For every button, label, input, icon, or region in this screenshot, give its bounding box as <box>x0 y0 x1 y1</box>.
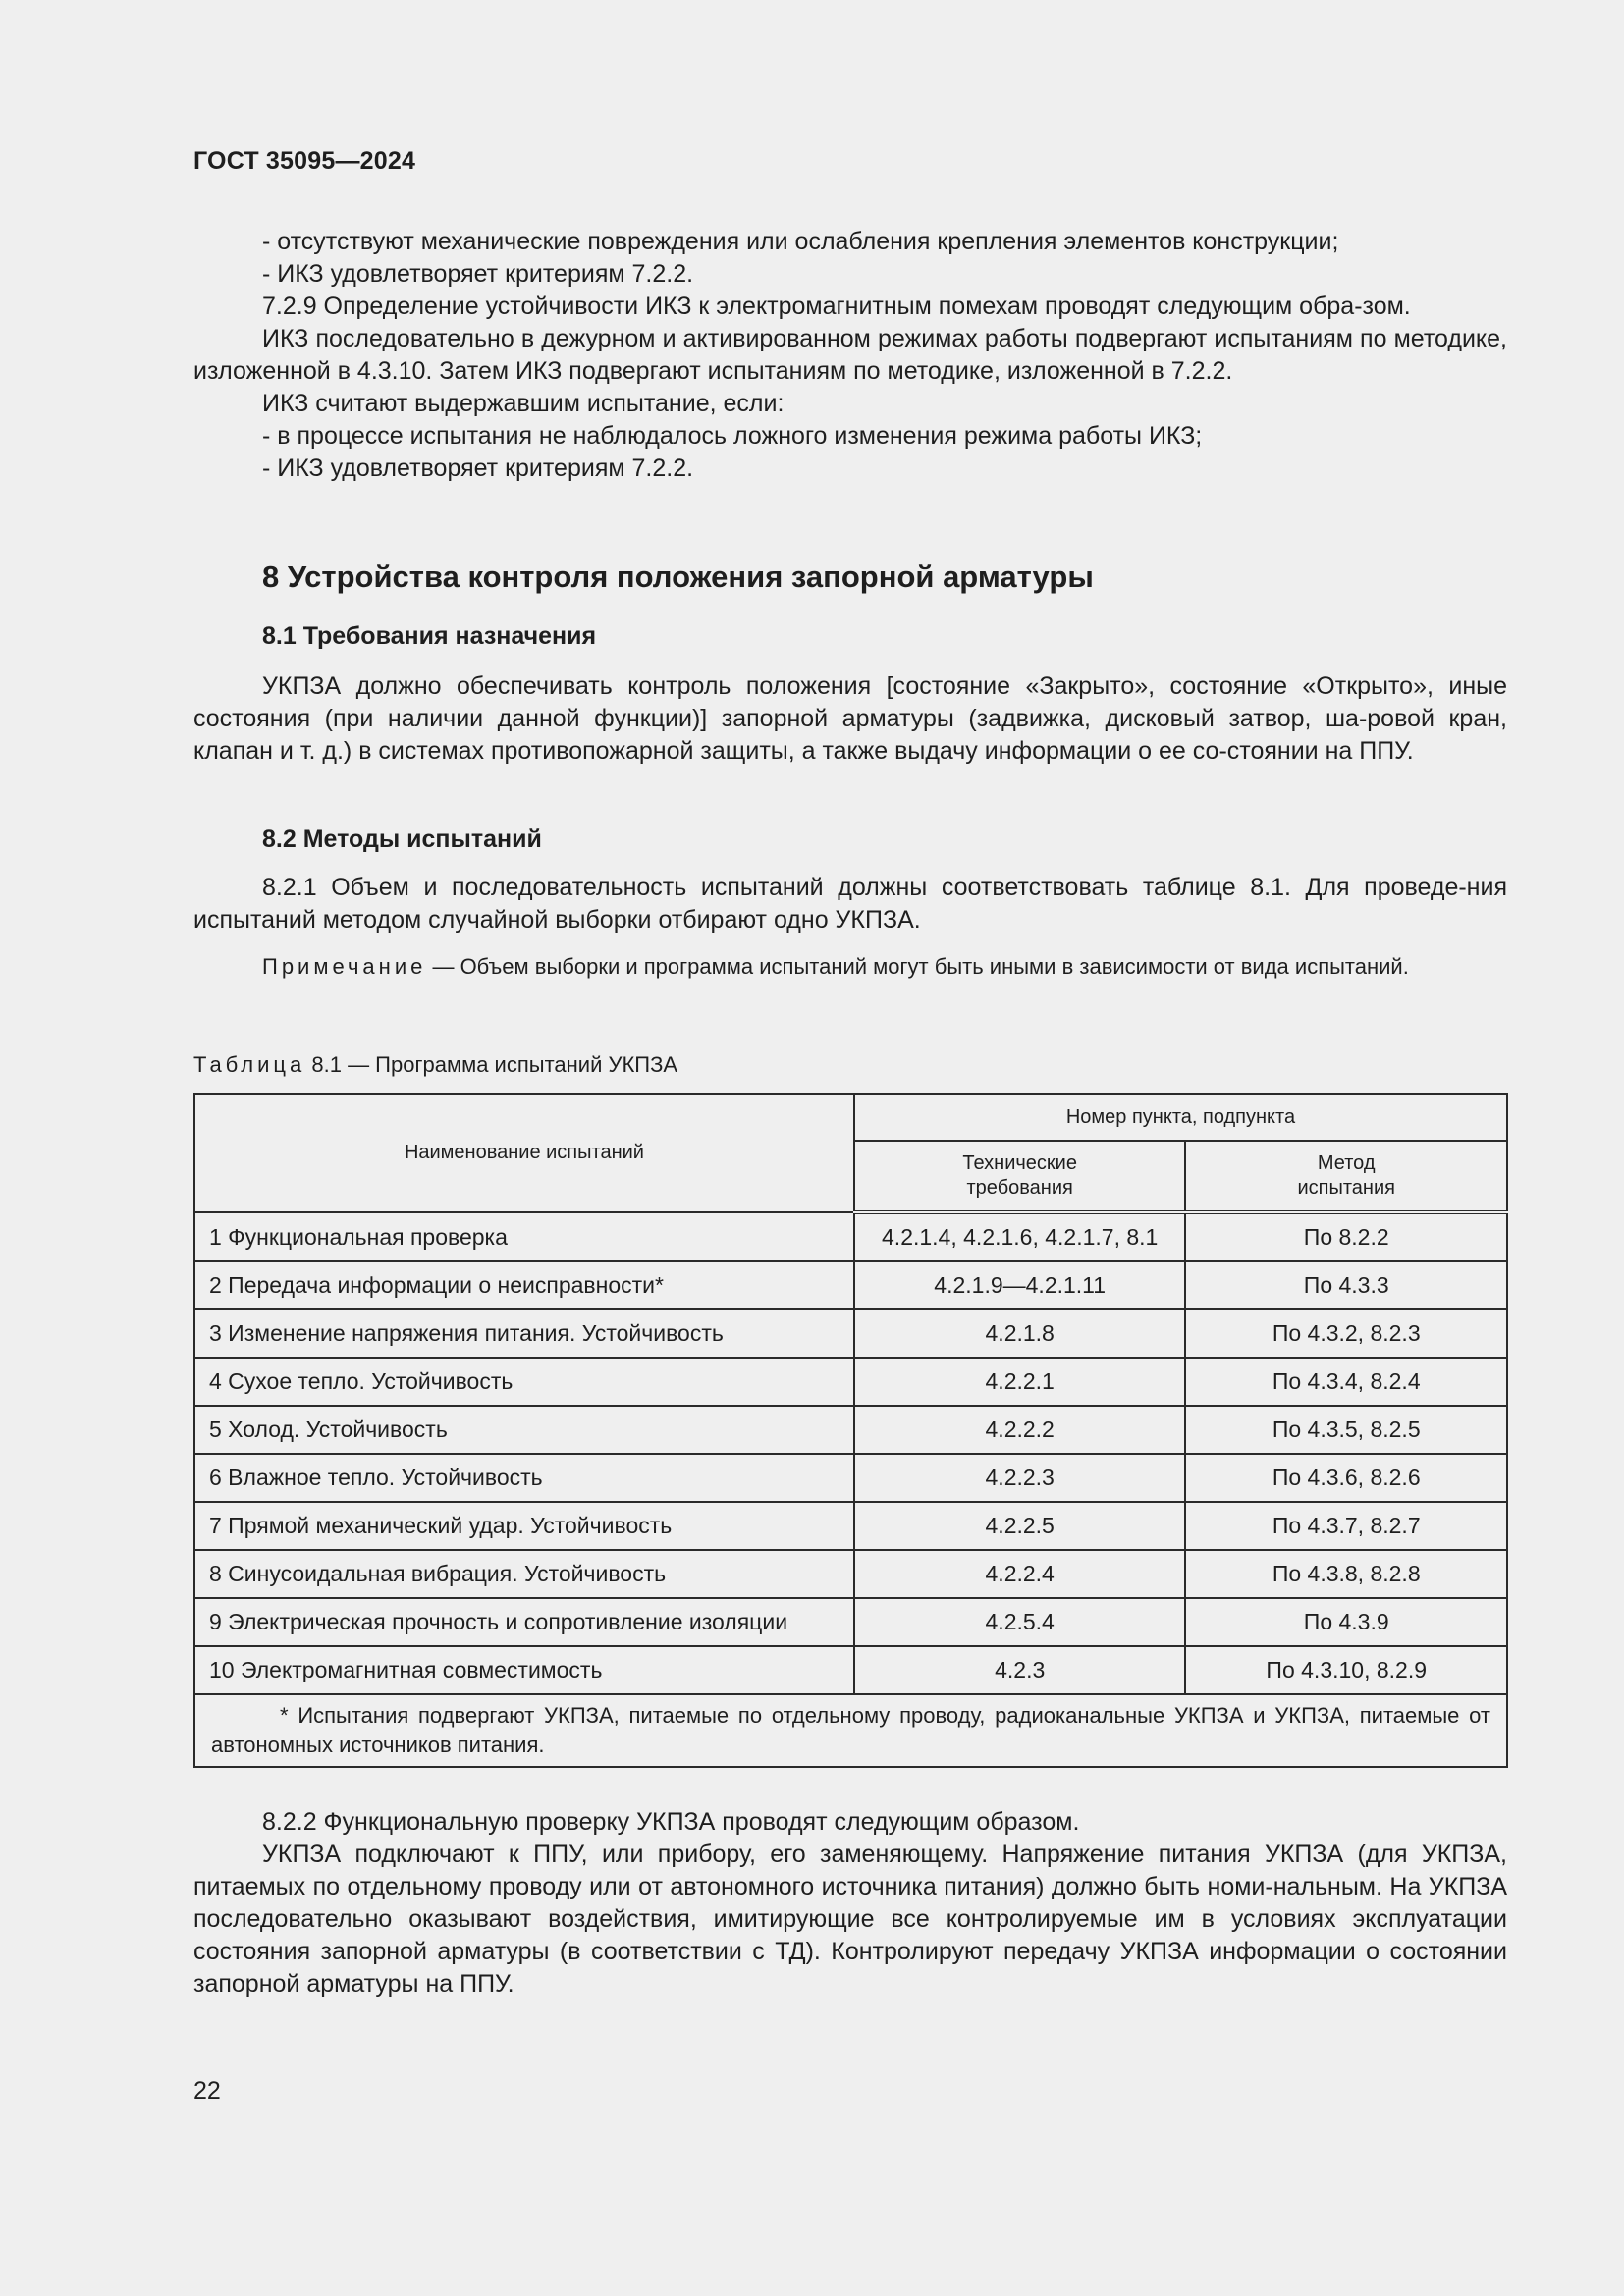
text-block-7-2 <box>193 226 1507 485</box>
cell-requirements: 4.2.5.4 <box>854 1598 1186 1646</box>
table-row <box>194 1406 1507 1454</box>
text-block-8-1 <box>193 670 1507 768</box>
header-clause-group: Номер пункта, подпункта <box>854 1094 1507 1141</box>
table-row <box>194 1502 1507 1550</box>
cell-method: По 4.3.9 <box>1185 1598 1507 1646</box>
table-row <box>194 1261 1507 1309</box>
table-footnote: * Испытания подвергают УКПЗА, питаемые по отдельному проводу, радиоканальные УКПЗА и УКПЗА, питаемые от автономных источников питания. <box>194 1694 1507 1767</box>
cell-requirements: 4.2.2.2 <box>854 1406 1186 1454</box>
cell-requirements: 4.2.2.1 <box>854 1358 1186 1406</box>
paragraph: - отсутствуют механические повреждения или ослабления крепления элементов конструкции; <box>262 228 1339 255</box>
text-block-8-2-2 <box>193 1806 1507 2001</box>
section-8-2-heading: 8.2 Методы испытаний <box>262 826 542 853</box>
cell-requirements: 4.2.2.4 <box>854 1550 1186 1598</box>
table-row <box>194 1550 1507 1598</box>
cell-test-name: 9 Электрическая прочность и сопротивление изоляции <box>194 1598 854 1646</box>
cell-method: По 4.3.7, 8.2.7 <box>1185 1502 1507 1550</box>
table-footnote-row <box>194 1694 1507 1767</box>
cell-requirements: 4.2.3 <box>854 1646 1186 1694</box>
paragraph: 8.2.2 Функциональную проверку УКПЗА проводят следующим образом. <box>262 1808 1080 1836</box>
table-caption-text: 8.1 — Программа испытаний УКПЗА <box>305 1052 678 1077</box>
cell-method: По 4.3.4, 8.2.4 <box>1185 1358 1507 1406</box>
table-row <box>194 1646 1507 1694</box>
header-test-name: Наименование испытаний <box>194 1094 854 1212</box>
page-number: 22 <box>193 2077 221 2105</box>
note <box>193 952 1507 982</box>
paragraph: 7.2.9 Определение устойчивости ИКЗ к электромагнитным помехам проводят следующим обра-зом. <box>262 293 1411 320</box>
cell-method: По 4.3.2, 8.2.3 <box>1185 1309 1507 1358</box>
cell-test-name: 3 Изменение напряжения питания. Устойчивость <box>194 1309 854 1358</box>
paragraph: УКПЗА должно обеспечивать контроль положения [состояние «Закрыто», состояние «Открыто», иные состояния (при наличии данной функции)] запорной арматуры (задвижка, дисковый затвор, ша-ровой кран, клапан и т. д.) в системах противопожарной защиты, а также выдачу информации о ее со-стоянии на ППУ. <box>193 672 1507 765</box>
cell-requirements: 4.2.1.8 <box>854 1309 1186 1358</box>
cell-test-name: 1 Функциональная проверка <box>194 1212 854 1261</box>
cell-method: По 8.2.2 <box>1185 1212 1507 1261</box>
paragraph: УКПЗА подключают к ППУ, или прибору, его заменяющему. Напряжение питания УКПЗА (для УКПЗА, питаемых по отдельному проводу или от автономного источника питания) должно быть номи-нальным. На УКПЗА последовательно оказывают воздействия, имитирующие все контролируемые им в условиях эксплуатации состояния запорной арматуры (в соответствии с ТД). Контролируют передачу УКПЗА информации о состоянии запорной арматуры на ППУ. <box>193 1841 1507 1998</box>
cell-test-name: 10 Электромагнитная совместимость <box>194 1646 854 1694</box>
cell-method: По 4.3.6, 8.2.6 <box>1185 1454 1507 1502</box>
cell-requirements: 4.2.1.4, 4.2.1.6, 4.2.1.7, 8.1 <box>854 1212 1186 1261</box>
note-label: Примечание <box>262 954 427 979</box>
table-row <box>194 1212 1507 1261</box>
cell-requirements: 4.2.1.9—4.2.1.11 <box>854 1261 1186 1309</box>
paragraph: - ИКЗ удовлетворяет критериям 7.2.2. <box>262 454 694 482</box>
header-test-method: Метод испытания <box>1185 1141 1507 1212</box>
section-8-heading: 8 Устройства контроля положения запорной арматуры <box>262 560 1094 594</box>
cell-test-name: 4 Сухое тепло. Устойчивость <box>194 1358 854 1406</box>
cell-method: По 4.3.3 <box>1185 1261 1507 1309</box>
paragraph: ИКЗ считают выдержавшим испытание, если: <box>262 390 785 417</box>
table-row <box>194 1598 1507 1646</box>
table-row <box>194 1309 1507 1358</box>
cell-test-name: 8 Синусоидальная вибрация. Устойчивость <box>194 1550 854 1598</box>
table-row <box>194 1454 1507 1502</box>
table-caption <box>193 1052 677 1078</box>
cell-test-name: 2 Передача информации о неисправности* <box>194 1261 854 1309</box>
paragraph: ИКЗ последовательно в дежурном и активированном режимах работы подвергают испытаниям по методике, изложенной в 4.3.10. Затем ИКЗ подвергают испытаниям по методике, изложенной в 7.2.2. <box>193 325 1507 385</box>
table-row <box>194 1358 1507 1406</box>
test-program-table <box>193 1093 1508 1768</box>
text-block-8-2-1 <box>193 872 1507 936</box>
document-header: ГОСТ 35095—2024 <box>193 147 416 175</box>
paragraph: - ИКЗ удовлетворяет критериям 7.2.2. <box>262 260 694 288</box>
note-text: — Объем выборки и программа испытаний могут быть иными в зависимости от вида испытаний. <box>426 954 1409 979</box>
cell-requirements: 4.2.2.5 <box>854 1502 1186 1550</box>
cell-requirements: 4.2.2.3 <box>854 1454 1186 1502</box>
paragraph: - в процессе испытания не наблюдалось ложного изменения режима работы ИКЗ; <box>262 422 1203 450</box>
cell-method: По 4.3.10, 8.2.9 <box>1185 1646 1507 1694</box>
table-caption-label: Таблица <box>193 1052 306 1077</box>
cell-test-name: 5 Холод. Устойчивость <box>194 1406 854 1454</box>
cell-test-name: 6 Влажное тепло. Устойчивость <box>194 1454 854 1502</box>
header-tech-requirements: Технические требования <box>854 1141 1186 1212</box>
cell-method: По 4.3.8, 8.2.8 <box>1185 1550 1507 1598</box>
paragraph: 8.2.1 Объем и последовательность испытаний должны соответствовать таблице 8.1. Для проведе-ния испытаний методом случайной выборки отбирают одно УКПЗА. <box>193 874 1507 934</box>
section-8-1-heading: 8.1 Требования назначения <box>262 622 597 650</box>
cell-test-name: 7 Прямой механический удар. Устойчивость <box>194 1502 854 1550</box>
cell-method: По 4.3.5, 8.2.5 <box>1185 1406 1507 1454</box>
